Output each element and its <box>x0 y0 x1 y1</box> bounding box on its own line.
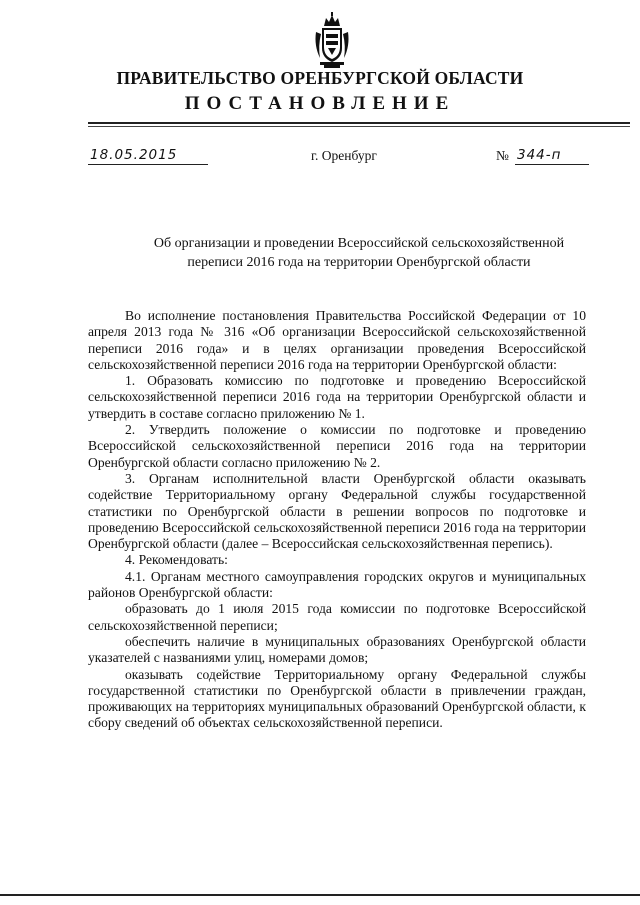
document-title-line-1: Об организации и проведении Всероссийской сельскохозяйственной <box>153 236 565 251</box>
body-paragraph-1: 1. Образовать комиссию по подготовке и проведению Всероссийской сельскохозяйственной переписи 2016 года на территории Оренбургской области и утвердить в составе согласно приложению № 1. <box>88 373 586 421</box>
body-paragraph-4-1-c: оказывать содействие Территориальному органу Федеральной службы государственной статистики по Оренбургской области в привлечении граждан, проживающих на территориях муниципальных образований Оренбургской области, к сбору сведений об объектах сельскохозяйственной переписи. <box>88 666 586 731</box>
document-title-line-2: переписи 2016 года на территории Оренбургской области <box>187 255 531 270</box>
header-rule-thick <box>88 122 630 124</box>
header-rule-thin <box>88 126 630 127</box>
document-type: ПОСТАНОВЛЕНИЕ <box>184 93 456 114</box>
document-title <box>88 234 630 272</box>
document-body <box>88 308 586 732</box>
document-number: 344-п <box>515 146 589 165</box>
body-paragraph-4-1: 4.1. Органам местного самоуправления городских округов и муниципальных районов Оренбургской области: <box>88 568 586 601</box>
body-paragraph-4-1-b: обеспечить наличие в муниципальных образованиях Оренбургской области указателей с названиями улиц, номерами домов; <box>88 633 586 666</box>
body-paragraph-2: 2. Утвердить положение о комиссии по подготовке и проведению Всероссийской сельскохозяйственной переписи 2016 года на территории Оренбургской области согласно приложению № 2. <box>88 422 586 470</box>
document-city: г. Оренбург <box>311 148 377 163</box>
body-paragraph-4-1-a: образовать до 1 июля 2015 года комиссии по подготовке Всероссийской сельскохозяйственной переписи; <box>88 601 586 633</box>
document-number-label: № <box>496 148 509 163</box>
body-paragraph-preamble: Во исполнение постановления Правительства Российской Федерации от 10 апреля 2013 года № 316 «Об организации Всероссийской сельскохозяйственной переписи 2016 года» и в целях организации проведения Всероссийской сельскохозяйственной переписи 2016 года на территории Оренбургской области: <box>88 308 586 372</box>
document-date: 18.05.2015 <box>88 146 208 165</box>
page-bottom-rule <box>0 894 640 896</box>
government-name: ПРАВИТЕЛЬСТВО ОРЕНБУРГСКОЙ ОБЛАСТИ <box>116 68 524 88</box>
body-paragraph-4: 4. Рекомендовать: <box>125 552 228 568</box>
coat-of-arms-icon <box>314 12 350 68</box>
body-paragraph-3: 3. Органам исполнительной власти Оренбургской области оказывать содействие Территориальному органу Федеральной службы государственной статистики по Оренбургской области в решении вопросов по подготовке и проведению Всероссийской сельскохозяйственной переписи 2016 года на территории Оренбургской области (далее – Всероссийская сельскохозяйственная перепись). <box>88 470 586 552</box>
